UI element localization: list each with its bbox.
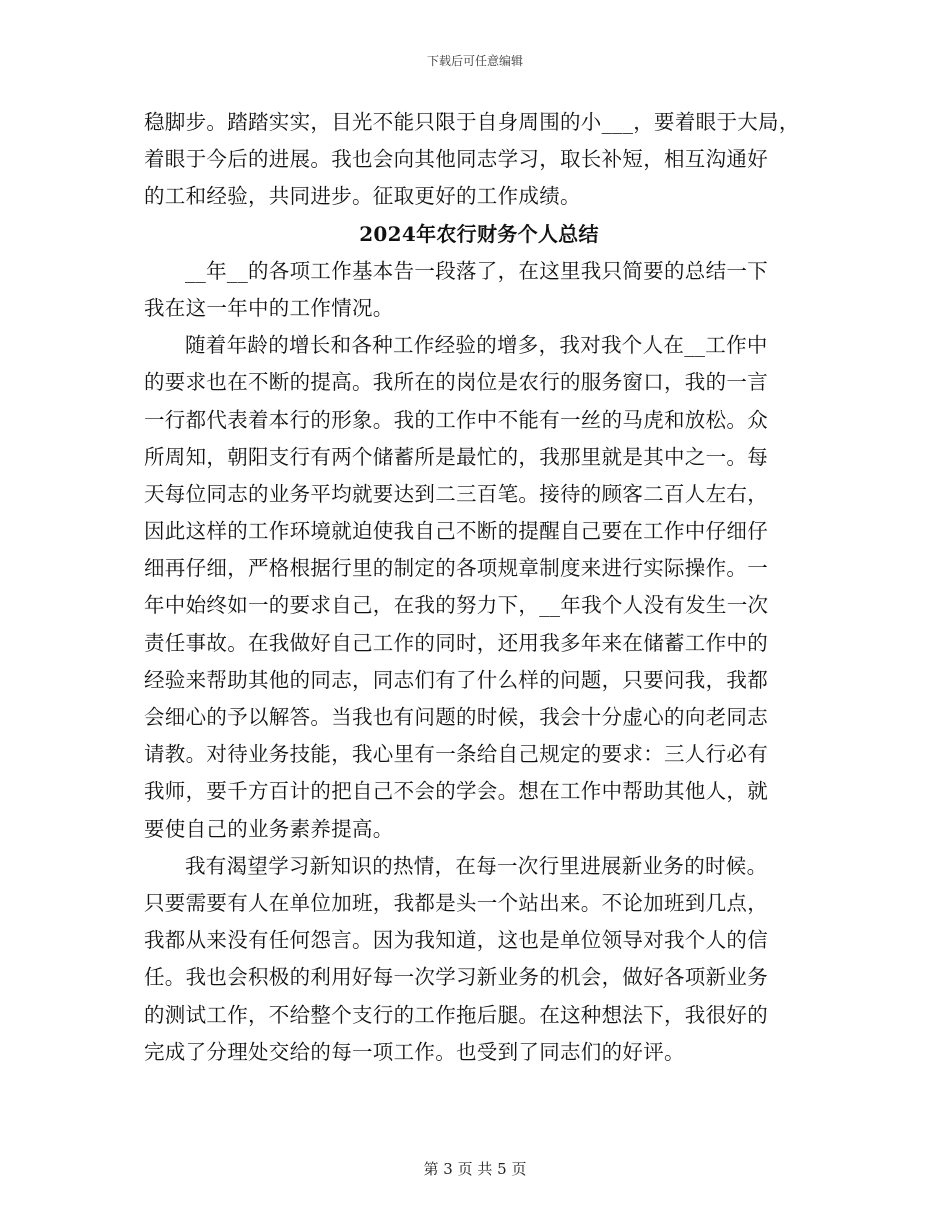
body-line: 年中始终如一的要求自己，在我的努力下，__年我个人没有发生一次 <box>144 593 769 618</box>
body-line: 稳脚步。踏踏实实，目光不能只限于自身周围的小___，要着眼于大局， <box>144 110 800 134</box>
body-line: 的工和经验，共同进步。征取更好的工作成绩。 <box>144 184 581 209</box>
body-line: 着眼于今后的进展。我也会向其他同志学习，取长补短，相互沟通好 <box>144 147 768 172</box>
body-line: 所周知，朝阳支行有两个储蓄所是最忙的，我那里就是其中之一。每 <box>144 444 768 469</box>
body-line: 任。我也会积极的利用好每一次学习新业务的机会，做好各项新业务 <box>144 965 768 990</box>
body-line: 我在这一年中的工作情况。 <box>144 295 394 320</box>
page-header: 下载后可任意编辑 <box>426 54 523 68</box>
page-number: 第 3 页 共 5 页 <box>423 1160 527 1178</box>
body-line: 只要需要有人在单位加班，我都是头一个站出来。不论加班到几点， <box>144 890 768 915</box>
body-line: 会细心的予以解答。当我也有问题的时候，我会十分虚心的向老同志 <box>144 705 768 729</box>
paragraph-start-line: 我有渴望学习新知识的热情，在每一次行里进展新业务的时候。 <box>185 853 768 878</box>
body-line: 完成了分理处交给的每一项工作。也受到了同志们的好评。 <box>144 1039 685 1064</box>
body-line: 责任事故。在我做好自己工作的同时，还用我多年来在储蓄工作中的 <box>144 630 768 655</box>
body-line: 经验来帮助其他的同志，同志们有了什么样的问题，只要问我，我都 <box>144 667 768 692</box>
body-line: 的测试工作，不给整个支行的工作拖后腿。在这种想法下，我很好的 <box>144 1002 768 1027</box>
section-title: 2024年农行财务个人总结 <box>359 221 599 246</box>
body-line: 的要求也在不断的提高。我所在的岗位是农行的服务窗口，我的一言 <box>144 370 768 395</box>
body-line: 我师，要千方百计的把自己不会的学会。想在工作中帮助其他人，就 <box>144 779 768 804</box>
document-body <box>144 104 814 1071</box>
body-line: 一行都代表着本行的形象。我的工作中不能有一丝的马虎和放松。众 <box>144 407 768 432</box>
paragraph-start-line: __年__的各项工作基本告一段落了，在这里我只简要的总结一下 <box>185 258 768 283</box>
body-line: 我都从来没有任何怨言。因为我知道，这也是单位领导对我个人的信 <box>144 928 768 953</box>
paragraph-start-line: 随着年龄的增长和各种工作经验的增多，我对我个人在__工作中 <box>185 333 768 358</box>
body-line: 要使自己的业务素养提高。 <box>144 816 394 841</box>
body-line: 请教。对待业务技能，我心里有一条给自己规定的要求：三人行必有 <box>144 742 768 767</box>
body-line: 因此这样的工作环境就迫使我自己不断的提醒自己要在工作中仔细仔 <box>144 519 768 544</box>
body-line: 细再仔细，严格根据行里的制定的各项规章制度来进行实际操作。一 <box>144 556 768 581</box>
body-line: 天每位同志的业务平均就要达到二三百笔。接待的顾客二百人左右， <box>144 481 768 506</box>
